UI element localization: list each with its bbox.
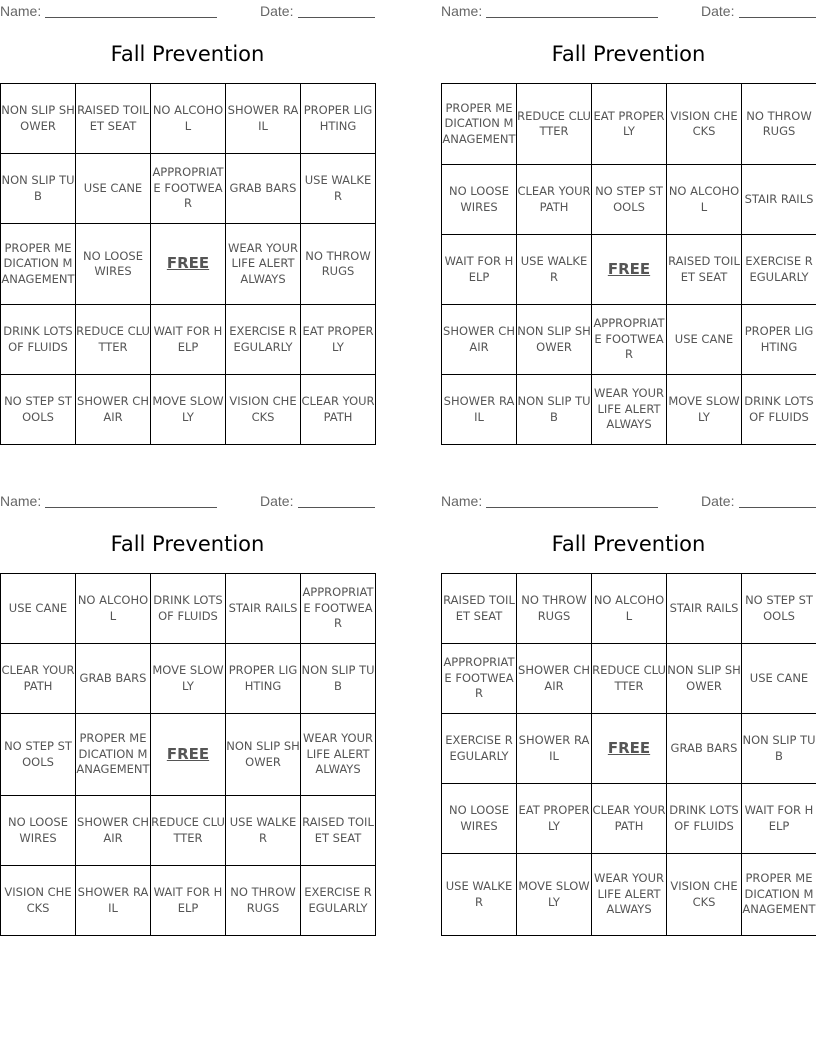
bingo-cell: USE CANE [742, 644, 816, 714]
date-line [298, 507, 375, 508]
grid-row [1, 224, 376, 305]
name-line [45, 507, 217, 508]
bingo-cell: SHOWER RAIL [517, 714, 592, 784]
bingo-cell: DRINK LOTS OF FLUIDS [151, 574, 226, 644]
bingo-cell: USE CANE [1, 574, 76, 644]
bingo-cell: NO ALCOHOL [151, 84, 226, 154]
bingo-cell: GRAB BARS [226, 154, 301, 224]
bingo-cell: EAT PROPERLY [301, 305, 376, 375]
bingo-cell: WEAR YOUR LIFE ALERT ALWAYS [592, 854, 667, 936]
name-line [486, 17, 658, 18]
bingo-cell: REDUCE CLUTTER [151, 796, 226, 866]
name-label: Name: [0, 493, 42, 509]
bingo-cell: USE WALKER [226, 796, 301, 866]
bingo-cell: STAIR RAILS [226, 574, 301, 644]
card-title: Fall Prevention [551, 42, 706, 66]
free-cell: FREE [151, 714, 226, 796]
bingo-cell: NO LOOSE WIRES [1, 796, 76, 866]
card-title: Fall Prevention [110, 42, 265, 66]
bingo-cell: NON SLIP SHOWER [226, 714, 301, 796]
bingo-cell: NO THROW RUGS [517, 574, 592, 644]
bingo-cell: NO LOOSE WIRES [76, 224, 151, 305]
bingo-cell: WEAR YOUR LIFE ALERT ALWAYS [592, 375, 667, 445]
bingo-cell: STAIR RAILS [742, 165, 816, 235]
bingo-cell: NON SLIP SHOWER [667, 644, 742, 714]
bingo-cell: NON SLIP TUB [1, 154, 76, 224]
name-line [486, 507, 658, 508]
bingo-cell: RAISED TOILET SEAT [442, 574, 517, 644]
bingo-cell: GRAB BARS [667, 714, 742, 784]
bingo-cell: CLEAR YOUR PATH [517, 165, 592, 235]
bingo-cell: VISION CHECKS [226, 375, 301, 445]
bingo-cell: NON SLIP SHOWER [517, 305, 592, 375]
date-line [298, 17, 375, 18]
bingo-cell: USE WALKER [442, 854, 517, 936]
bingo-cell: PROPER LIGHTING [301, 84, 376, 154]
bingo-grid [441, 573, 816, 936]
bingo-cell: CLEAR YOUR PATH [301, 375, 376, 445]
grid-row [1, 644, 376, 714]
bingo-cell: RAISED TOILET SEAT [301, 796, 376, 866]
bingo-cell: EXERCISE REGULARLY [742, 235, 816, 305]
date-line [739, 17, 816, 18]
bingo-cell: WAIT FOR HELP [742, 784, 816, 854]
bingo-grid [0, 573, 376, 936]
bingo-cell: NO THROW RUGS [742, 84, 816, 165]
bingo-cell: MOVE SLOWLY [151, 375, 226, 445]
name-date-row [0, 0, 375, 20]
bingo-cell: SHOWER RAIL [442, 375, 517, 445]
bingo-grid [441, 83, 816, 445]
bingo-cell: NO STEP STOOLS [1, 714, 76, 796]
bingo-cell: SHOWER RAIL [226, 84, 301, 154]
bingo-cell: PROPER MEDICATION MANAGEMENT [1, 224, 76, 305]
bingo-cell: PROPER LIGHTING [742, 305, 816, 375]
bingo-cell: MOVE SLOWLY [517, 854, 592, 936]
grid-row [1, 574, 376, 644]
bingo-cell: USE WALKER [301, 154, 376, 224]
bingo-cell: WEAR YOUR LIFE ALERT ALWAYS [301, 714, 376, 796]
grid-row [442, 305, 816, 375]
grid-row [1, 866, 376, 936]
grid-row [1, 796, 376, 866]
name-date-row [0, 490, 375, 510]
grid-row [442, 84, 816, 165]
bingo-cell: CLEAR YOUR PATH [1, 644, 76, 714]
card-title: Fall Prevention [551, 532, 706, 556]
bingo-cell: PROPER LIGHTING [226, 644, 301, 714]
bingo-cell: WAIT FOR HELP [151, 305, 226, 375]
bingo-cell: GRAB BARS [76, 644, 151, 714]
bingo-cell: EXERCISE REGULARLY [226, 305, 301, 375]
free-cell: FREE [151, 224, 226, 305]
free-cell: FREE [592, 714, 667, 784]
grid-row [1, 84, 376, 154]
bingo-cell: PROPER MEDICATION MANAGEMENT [76, 714, 151, 796]
bingo-cell: VISION CHECKS [667, 854, 742, 936]
bingo-cell: EAT PROPERLY [517, 784, 592, 854]
bingo-cell: SHOWER CHAIR [76, 375, 151, 445]
bingo-cell: DRINK LOTS OF FLUIDS [742, 375, 816, 445]
bingo-cell: USE CANE [667, 305, 742, 375]
date-line [739, 507, 816, 508]
bingo-cell: APPROPRIATE FOOTWEAR [442, 644, 517, 714]
grid-row [442, 784, 816, 854]
bingo-cell: NO STEP STOOLS [742, 574, 816, 644]
bingo-cell: NO THROW RUGS [301, 224, 376, 305]
grid-row [442, 375, 816, 445]
bingo-cell: EXERCISE REGULARLY [442, 714, 517, 784]
grid-row [442, 235, 816, 305]
bingo-cell: PROPER MEDICATION MANAGEMENT [442, 84, 517, 165]
bingo-cell: SHOWER CHAIR [517, 644, 592, 714]
bingo-cell: NON SLIP SHOWER [1, 84, 76, 154]
grid-row [442, 165, 816, 235]
grid-row [1, 375, 376, 445]
bingo-cell: MOVE SLOWLY [151, 644, 226, 714]
bingo-cell: NO STEP STOOLS [1, 375, 76, 445]
bingo-cell: SHOWER CHAIR [442, 305, 517, 375]
bingo-cell: WEAR YOUR LIFE ALERT ALWAYS [226, 224, 301, 305]
free-cell: FREE [592, 235, 667, 305]
bingo-cell: DRINK LOTS OF FLUIDS [667, 784, 742, 854]
grid-row [1, 714, 376, 796]
bingo-cell: CLEAR YOUR PATH [592, 784, 667, 854]
name-date-row [441, 0, 816, 20]
name-label: Name: [441, 3, 483, 19]
name-line [45, 17, 217, 18]
bingo-cell: REDUCE CLUTTER [76, 305, 151, 375]
bingo-cell: WAIT FOR HELP [151, 866, 226, 936]
date-label: Date: [701, 3, 735, 19]
bingo-cell: SHOWER RAIL [76, 866, 151, 936]
bingo-cell: NON SLIP TUB [301, 644, 376, 714]
name-date-row [441, 490, 816, 510]
bingo-cell: REDUCE CLUTTER [592, 644, 667, 714]
grid-row [442, 854, 816, 936]
bingo-cell: NO STEP STOOLS [592, 165, 667, 235]
bingo-cell: APPROPRIATE FOOTWEAR [592, 305, 667, 375]
name-label: Name: [441, 493, 483, 509]
bingo-cell: NO ALCOHOL [76, 574, 151, 644]
bingo-cell: REDUCE CLUTTER [517, 84, 592, 165]
bingo-cell: STAIR RAILS [667, 574, 742, 644]
bingo-cell: NO ALCOHOL [592, 574, 667, 644]
card-title: Fall Prevention [110, 532, 265, 556]
bingo-cell: NON SLIP TUB [742, 714, 816, 784]
date-label: Date: [701, 493, 735, 509]
grid-row [1, 154, 376, 224]
grid-row [1, 305, 376, 375]
bingo-cell: APPROPRIATE FOOTWEAR [151, 154, 226, 224]
bingo-cell: NO LOOSE WIRES [442, 784, 517, 854]
date-label: Date: [260, 493, 294, 509]
bingo-cell: VISION CHECKS [1, 866, 76, 936]
bingo-cell: NON SLIP TUB [517, 375, 592, 445]
date-label: Date: [260, 3, 294, 19]
bingo-cell: WAIT FOR HELP [442, 235, 517, 305]
bingo-cell: VISION CHECKS [667, 84, 742, 165]
bingo-cell: MOVE SLOWLY [667, 375, 742, 445]
bingo-cell: DRINK LOTS OF FLUIDS [1, 305, 76, 375]
bingo-grid [0, 83, 376, 445]
grid-row [442, 574, 816, 644]
bingo-cell: SHOWER CHAIR [76, 796, 151, 866]
bingo-cell: NO THROW RUGS [226, 866, 301, 936]
bingo-cell: EAT PROPERLY [592, 84, 667, 165]
bingo-cell: RAISED TOILET SEAT [667, 235, 742, 305]
grid-row [442, 714, 816, 784]
bingo-cell: EXERCISE REGULARLY [301, 866, 376, 936]
bingo-cell: NO LOOSE WIRES [442, 165, 517, 235]
bingo-cell: USE WALKER [517, 235, 592, 305]
bingo-cell: USE CANE [76, 154, 151, 224]
bingo-cell: APPROPRIATE FOOTWEAR [301, 574, 376, 644]
name-label: Name: [0, 3, 42, 19]
bingo-cell: RAISED TOILET SEAT [76, 84, 151, 154]
bingo-cell: PROPER MEDICATION MANAGEMENT [742, 854, 816, 936]
bingo-cell: NO ALCOHOL [667, 165, 742, 235]
grid-row [442, 644, 816, 714]
